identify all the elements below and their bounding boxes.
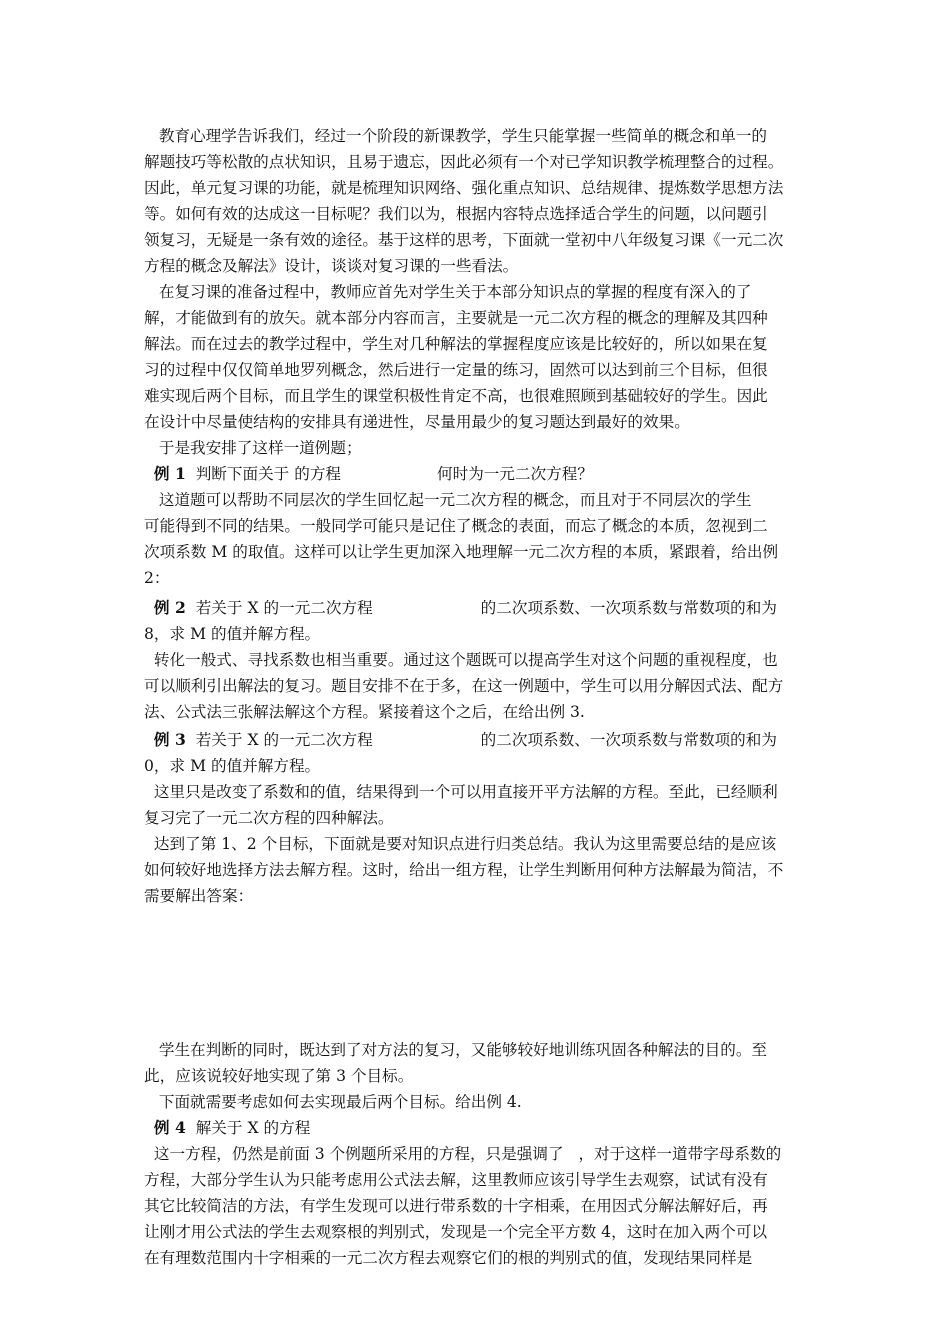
text-line: 2： — [144, 569, 170, 587]
text-line: 下面就需要考虑如何去实现最后两个目标。给出例 4. — [144, 1093, 522, 1111]
text-line: 可以顺利引出解法的复习。题目安排不在于多，在这一例题中，学生可以用分解因式法、配方 — [144, 677, 784, 695]
text-line: 如何较好地选择方法去解方程。这时，给出一组方程，让学生判断用何种方法解最为简洁，不 — [144, 861, 784, 879]
text-line: 于是我安排了这样一道例题； — [144, 439, 362, 457]
example-label: 例 1 — [153, 464, 186, 483]
text-line: 领复习，无疑是一条有效的途径。基于这样的思考，下面就一堂初中八年级复习课《一元二次 — [144, 231, 784, 249]
text-line: 教育心理学告诉我们，经过一个阶段的新课教学，学生只能掌握一些简单的概念和单一的 — [144, 127, 768, 145]
text-line: 需要解出答案： — [144, 887, 254, 905]
text-line: 这里只是改变了系数和的值，结果得到一个可以用直接开平方法解的方程。至此，已经顺利 — [144, 783, 778, 801]
text-line: 在复习课的准备过程中，教师应首先对学生关于本部分知识点的掌握的程度有深入的了 — [144, 283, 752, 301]
text-line: 这一方程，仍然是前面 3 个例题所采用的方程，只是强调了 ，对于这样一道带字母系数的 — [144, 1145, 782, 1163]
text-line: 法、公式法三张解法解这个方程。紧接着这个之后，在给出例 3. — [144, 703, 585, 721]
example-3: 例 3 若关于 X 的一元二次方程 的二次项系数、一次项系数与常数项的和为 — [153, 730, 777, 749]
text-line: 其它比较简洁的方法，有学生发现可以进行带系数的十字相乘，在用因式分解法解好后，再 — [144, 1197, 768, 1215]
text-line: 达到了第 1、2 个目标，下面就是要对知识点进行归类总结。我认为这里需要总结的是应该 — [144, 835, 777, 853]
text-line: 解，才能做到有的放矢。就本部分内容而言，主要就是一元二次方程的概念的理解及其四种 — [144, 309, 768, 327]
text-line: 解法。而在过去的教学过程中，学生对几种解法的掌握程度应该是比较好的，所以如果在复 — [144, 335, 768, 353]
text-line: 复习完了一元二次方程的四种解法。 — [144, 809, 394, 827]
example-label: 例 4 — [153, 1118, 186, 1137]
example-label: 例 2 — [153, 598, 186, 617]
text-line: 转化一般式、寻找系数也相当重要。通过这个题既可以提高学生对这个问题的重视程度，也 — [144, 651, 778, 669]
text-line: 学生在判断的同时，既达到了对方法的复习，又能够较好地训练巩固各种解法的目的。至 — [144, 1041, 768, 1059]
text-line: 此，应该说较好地实现了第 3 个目标。 — [144, 1067, 414, 1085]
text-line: 在有理数范围内十字相乘的一元二次方程去观察它们的根的判别式的值，发现结果同样是 — [144, 1249, 753, 1267]
text-line: 次项系数 M 的取值。这样可以让学生更加深入地理解一元二次方程的本质，紧跟着，给出例 — [144, 543, 779, 561]
text-line: 习的过程中仅仅简单地罗列概念，然后进行一定量的练习，固然可以达到前三个目标，但很 — [144, 361, 768, 379]
example-1: 例 1 判断下面关于 的方程 何时为一元二次方程？ — [153, 464, 593, 483]
example-4: 例 4 解关于 X 的方程 — [153, 1118, 311, 1137]
text-line: 在设计中尽量使结构的安排具有递进性，尽量用最少的复习题达到最好的效果。 — [144, 413, 690, 431]
text-line: 方程，大部分学生认为只能考虑用公式法去解，这里教师应该引导学生去观察，试试有没有 — [144, 1171, 768, 1189]
example-2: 例 2 若关于 X 的一元二次方程 的二次项系数、一次项系数与常数项的和为 — [153, 598, 777, 617]
text-line: 难实现后两个目标，而且学生的课堂积极性肯定不高，也很难照顾到基础较好的学生。因此 — [144, 387, 768, 405]
text-line: 可能得到不同的结果。一般同学可能只是记住了概念的表面，而忘了概念的本质，忽视到二 — [144, 517, 768, 535]
text-line: 解题技巧等松散的点状知识，且易于遗忘，因此必须有一个对已学知识教学梳理整合的过程。 — [144, 153, 784, 171]
text-line: 等。如何有效的达成这一目标呢？我们以为，根据内容特点选择适合学生的问题，以问题引 — [144, 205, 768, 223]
text-line: 让刚才用公式法的学生去观察根的判别式，发现是一个完全平方数 4，这时在加入两个可以 — [144, 1223, 768, 1241]
text-line: 方程的概念及解法》设计，谈谈对复习课的一些看法。 — [144, 257, 519, 275]
text-line: 这道题可以帮助不同层次的学生回忆起一元二次方程的概念，而且对于不同层次的学生 — [144, 491, 752, 509]
text-line: 8，求 M 的值并解方程。 — [144, 625, 321, 643]
text-line: 0，求 M 的值并解方程。 — [144, 757, 321, 775]
example-label: 例 3 — [153, 730, 186, 749]
text-line: 因此，单元复习课的功能，就是梳理知识网络、强化重点知识、总结规律、提炼数学思想方法 — [144, 179, 784, 197]
